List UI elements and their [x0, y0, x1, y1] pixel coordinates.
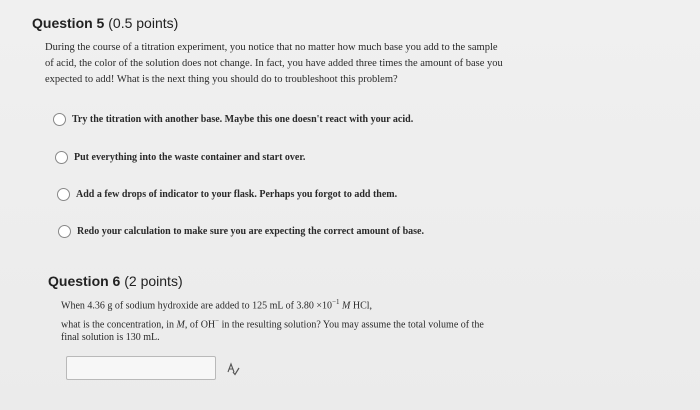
question-6-points: (2 points): [124, 273, 183, 289]
stem-text: in the resulting solution? You may assume the total volume of the: [219, 319, 484, 331]
spellcheck-icon[interactable]: [226, 362, 240, 376]
question-5-points: (0.5 points): [108, 15, 179, 31]
stem-text: HCl,: [350, 300, 373, 312]
stem-text: When 4.36 g of sodium hydroxide are added to 125 mL of 3.80 ×10: [61, 300, 333, 312]
question-5-option-1[interactable]: [53, 113, 413, 126]
question-5-option-3[interactable]: [57, 188, 397, 201]
answer-input[interactable]: [66, 356, 216, 380]
option-label: Put everything into the waste container and start over.: [74, 152, 306, 163]
question-5-stem: [45, 40, 503, 88]
molarity-variable: M: [176, 319, 185, 331]
molarity-unit: M: [339, 300, 351, 312]
radio-button[interactable]: [57, 188, 70, 201]
radio-button[interactable]: [58, 225, 71, 238]
option-label: Redo your calculation to make sure you are expecting the correct amount of base.: [77, 226, 424, 237]
option-label: Add a few drops of indicator to your flask. Perhaps you forgot to add them.: [76, 189, 398, 200]
question-6-stem-line-1: [61, 294, 372, 314]
question-5-stem-line: During the course of a titration experiment, you notice that no matter how much base you add to the sample: [45, 42, 498, 53]
radio-button[interactable]: [55, 151, 68, 164]
question-5-title: [32, 15, 178, 31]
question-5-stem-line: of acid, the color of the solution does not change. In fact, you have added three times the amount of base you: [45, 58, 503, 69]
stem-text: final solution is 130 mL.: [61, 332, 160, 343]
exponent: −1: [332, 298, 340, 306]
question-6-label: Question 6: [48, 273, 121, 289]
question-5-label: Question 5: [32, 15, 105, 31]
question-6-stem-line-3: [61, 330, 160, 346]
radio-button[interactable]: [53, 113, 66, 126]
option-label: Try the titration with another base. Maybe this one doesn't react with your acid.: [72, 114, 414, 125]
stem-text: , of OH: [184, 319, 216, 331]
question-5-stem-line: expected to add! What is the next thing you should do to troubleshoot this problem?: [45, 74, 398, 85]
stem-text: what is the concentration, in: [61, 319, 177, 331]
charge-superscript: −: [215, 317, 220, 325]
question-5-option-2[interactable]: [55, 151, 305, 164]
question-6-title: [48, 273, 183, 289]
question-5-option-4[interactable]: [58, 225, 424, 238]
